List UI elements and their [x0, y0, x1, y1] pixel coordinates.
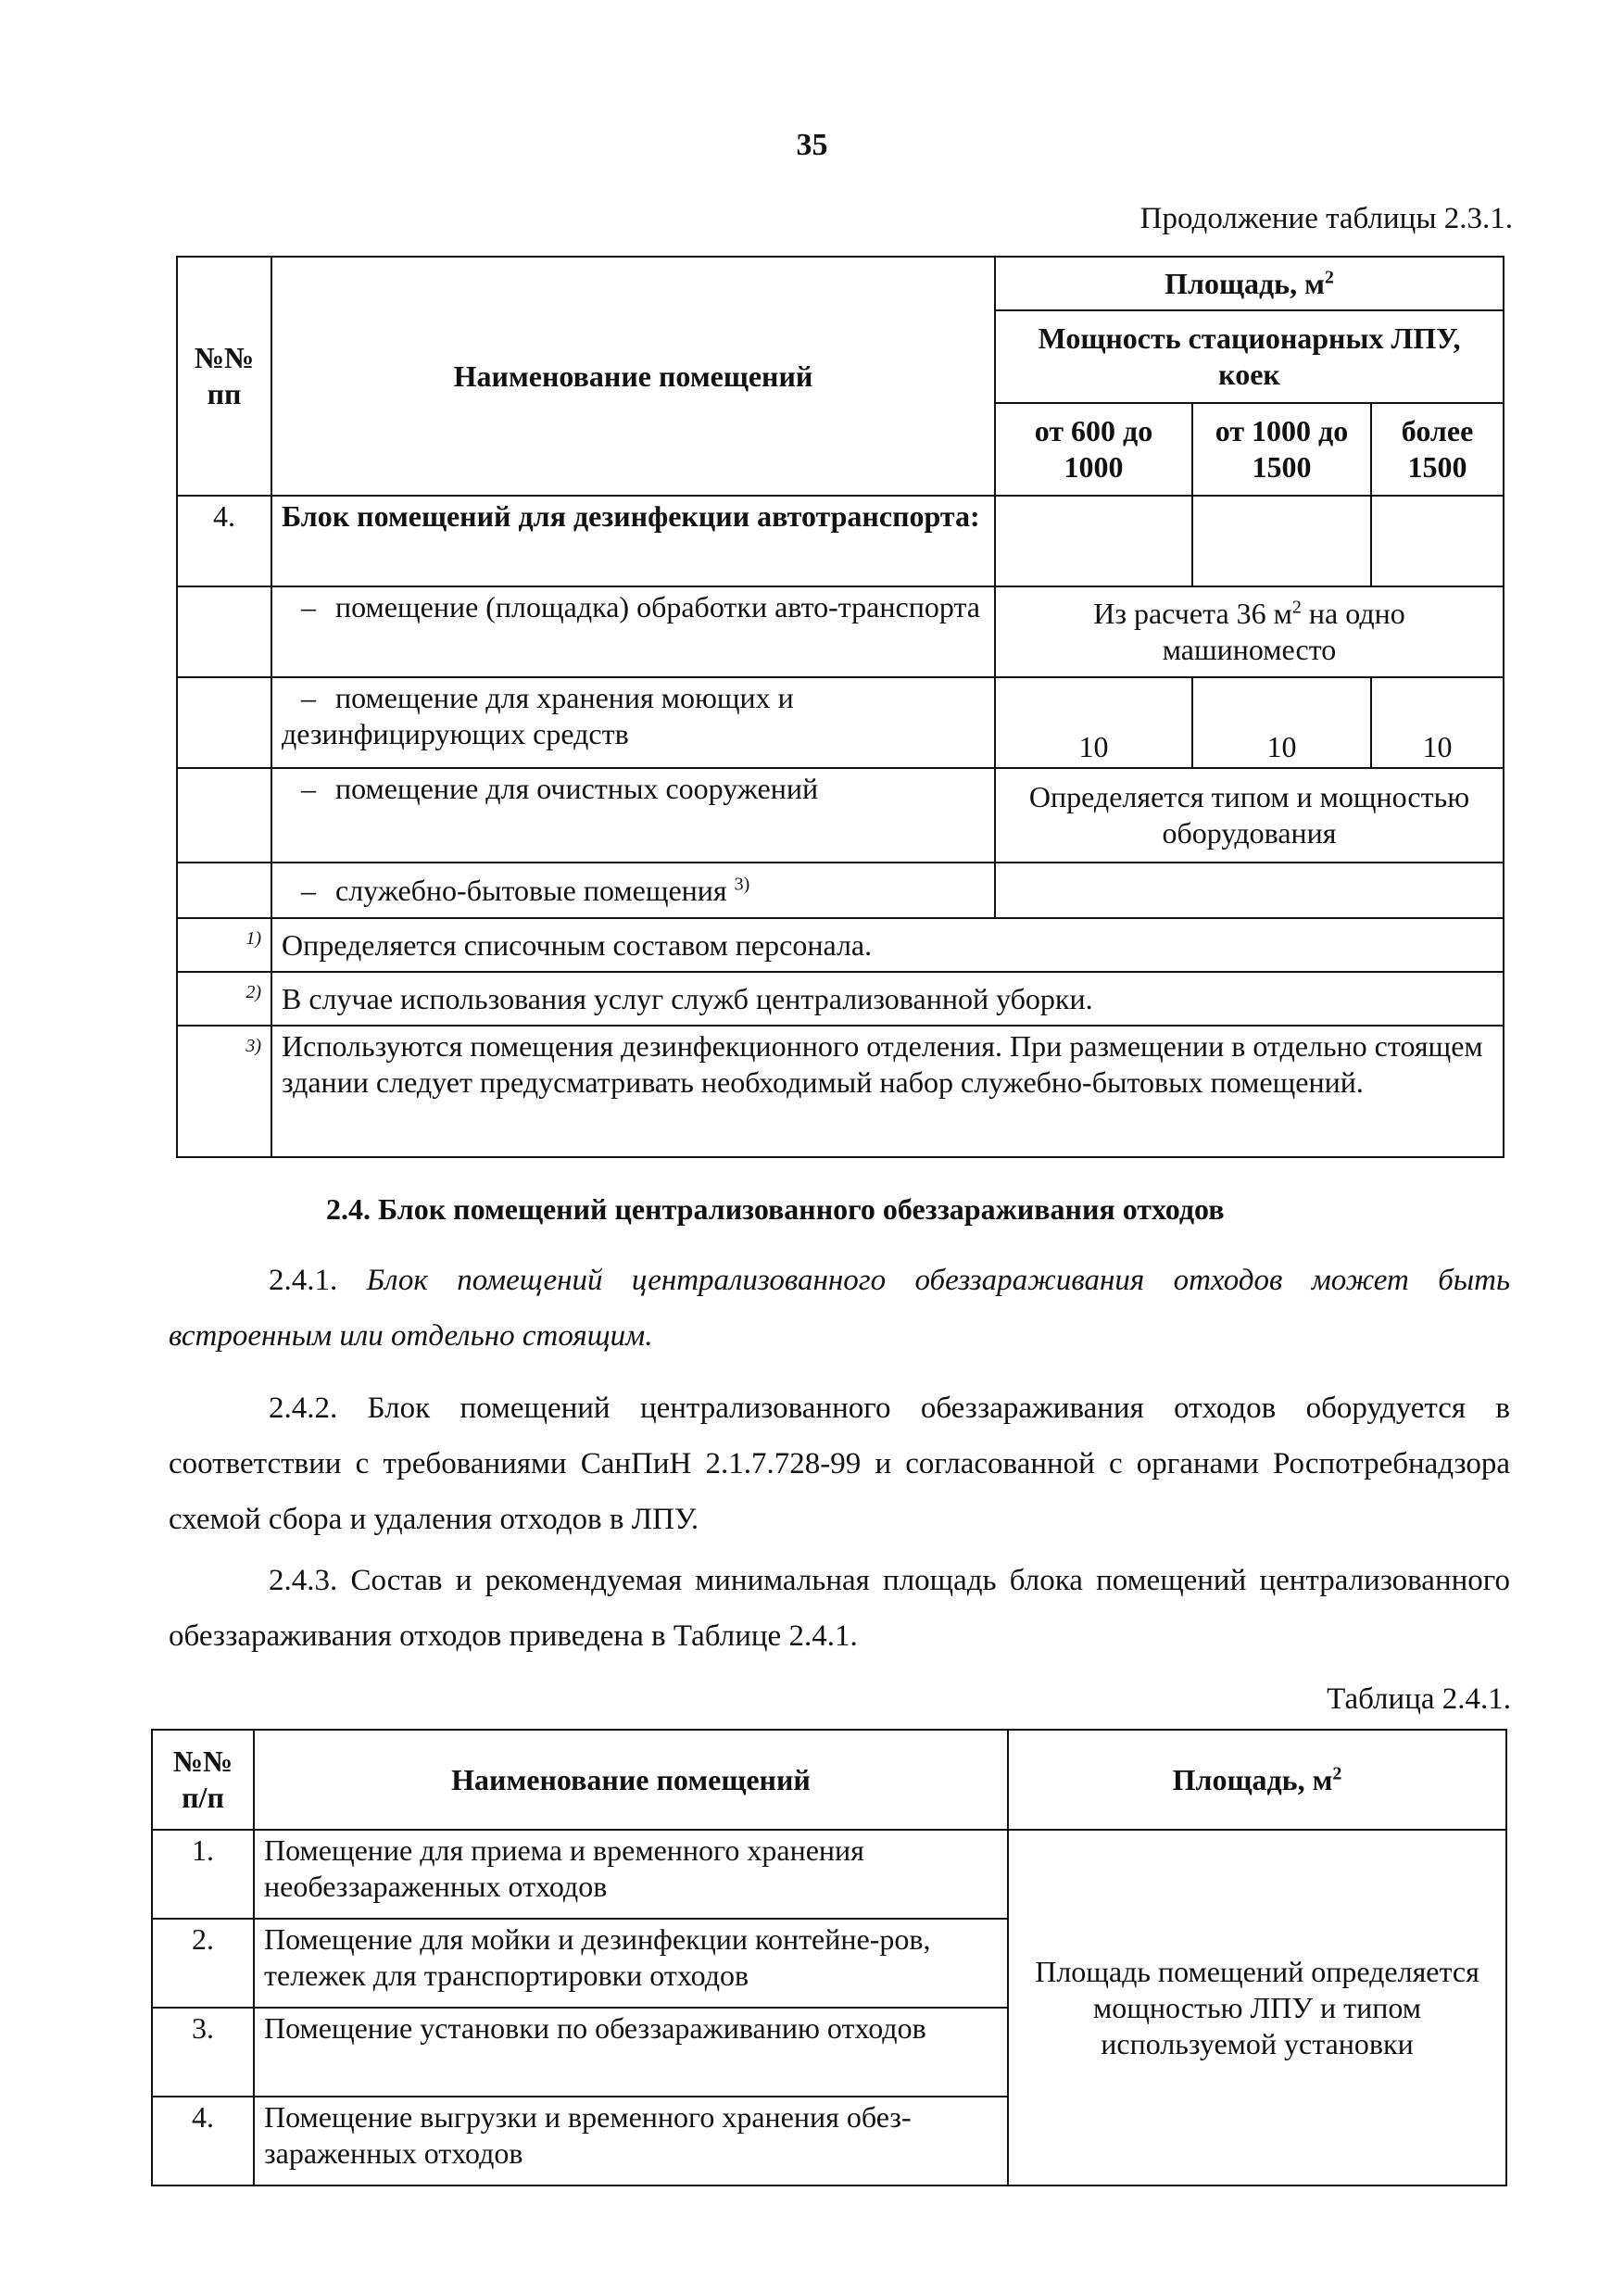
footnote-text: Определяется списочным составом персонала. — [271, 918, 1504, 972]
merged-area-value: Площадь помещений определяется мощностью ЛПУ и типом используемой установки — [1008, 1830, 1506, 2186]
row-value: Из расчета 36 $м^2$ на одно машиноместо — [995, 586, 1504, 677]
paragraph-emphasis: Блок помещений централизованного обеззараживания отходов может быть встроенным или отдельно стоящим. — [169, 1264, 1510, 1353]
row-name: – помещение (площадка) обработки авто-транспорта — [271, 586, 995, 677]
table-caption: Таблица 2.4.1. — [1327, 1682, 1511, 1716]
row-value: Определяется типом и мощностью оборудования — [995, 768, 1504, 863]
row-num: 2. — [152, 1919, 254, 2008]
footnote-mark: 1) — [177, 918, 271, 972]
row-name: Помещение выгрузки и временного хранения обез-зараженных отходов — [254, 2097, 1008, 2186]
paragraph-number: 2.4.1. — [269, 1264, 338, 1297]
footnote-row — [177, 918, 1504, 972]
footnote-row — [177, 972, 1504, 1026]
table-row — [177, 496, 1504, 586]
header-area: Площадь, $м^2$ — [995, 257, 1504, 310]
row-value-col1: 10 — [995, 677, 1192, 768]
header-room-name: Наименование помещений — [254, 1730, 1008, 1830]
table-2-3-1 — [176, 256, 1504, 1158]
table-row — [177, 768, 1504, 863]
footnote-mark: 3) — [177, 1026, 271, 1157]
page-number: 35 — [796, 128, 828, 162]
paragraph-2-4-1 — [169, 1253, 1510, 1364]
row-name: – помещение для очистных сооружений — [271, 768, 995, 863]
section-title: 2.4. Блок помещений централизованного обеззараживания отходов — [326, 1192, 1225, 1226]
row-name: – служебно-бытовые помещения $^{3)}$ — [271, 863, 995, 918]
table-row — [177, 863, 1504, 918]
row-num: 4. — [177, 496, 271, 586]
row-num: 3. — [152, 2008, 254, 2097]
row-name: Помещение установки по обеззараживанию отходов — [254, 2008, 1008, 2097]
header-room-name: Наименование помещений — [271, 257, 995, 496]
row-value-col2: 10 — [1192, 677, 1371, 768]
header-col-over-1500: более 1500 — [1371, 403, 1504, 496]
table-row — [152, 1830, 1506, 1919]
header-num: №№ п/п — [152, 1730, 254, 1830]
table-2-4-1 — [151, 1729, 1507, 2186]
row-name: Помещение для мойки и дезинфекции контейне-ров, тележек для транспортировки отходов — [254, 1919, 1008, 2008]
header-num: №№ пп — [177, 257, 271, 496]
row-name: Помещение для приема и временного хранения необеззараженных отходов — [254, 1830, 1008, 1919]
paragraph-2-4-3: 2.4.3. Состав и рекомендуемая минимальная площадь блока помещений централизованного обеззараживания отходов приведена в Таблице 2.4.1. — [169, 1564, 1510, 1653]
header-area: Площадь, $м^2$ — [1008, 1730, 1506, 1830]
row-num: 1. — [152, 1830, 254, 1919]
footnote-text: Используются помещения дезинфекционного отделения. При размещении в отдельно стоящем здании следует предусматривать необходимый набор служебно-бытовых помещений. — [271, 1026, 1504, 1157]
table-row — [177, 677, 1504, 768]
header-col-1000-1500: от 1000 до 1500 — [1192, 403, 1371, 496]
footnote-text: В случае использования услуг служб централизованной уборки. — [271, 972, 1504, 1026]
header-capacity: Мощность стационарных ЛПУ, коек — [995, 310, 1504, 403]
row-value-col3: 10 — [1371, 677, 1504, 768]
table-continuation-caption: Продолжение таблицы 2.3.1. — [1139, 202, 1513, 235]
footnote-mark: 2) — [177, 972, 271, 1026]
table-row — [177, 586, 1504, 677]
row-name: – помещение для хранения моющих и дезинфицирующих средств — [271, 677, 995, 768]
paragraph-2-4-2: 2.4.2. Блок помещений централизованного обеззараживания отходов оборудуется в соответствии с требованиями СанПиН 2.1.7.728-99 и согласованной с органами Роспотребнадзора схемой сбора и удаления отходов в ЛПУ. — [169, 1392, 1510, 1536]
footnote-row — [177, 1026, 1504, 1157]
header-col-600-1000: от 600 до 1000 — [995, 403, 1192, 496]
row-num: 4. — [152, 2097, 254, 2186]
row-name: Блок помещений для дезинфекции автотранспорта: — [271, 496, 995, 586]
